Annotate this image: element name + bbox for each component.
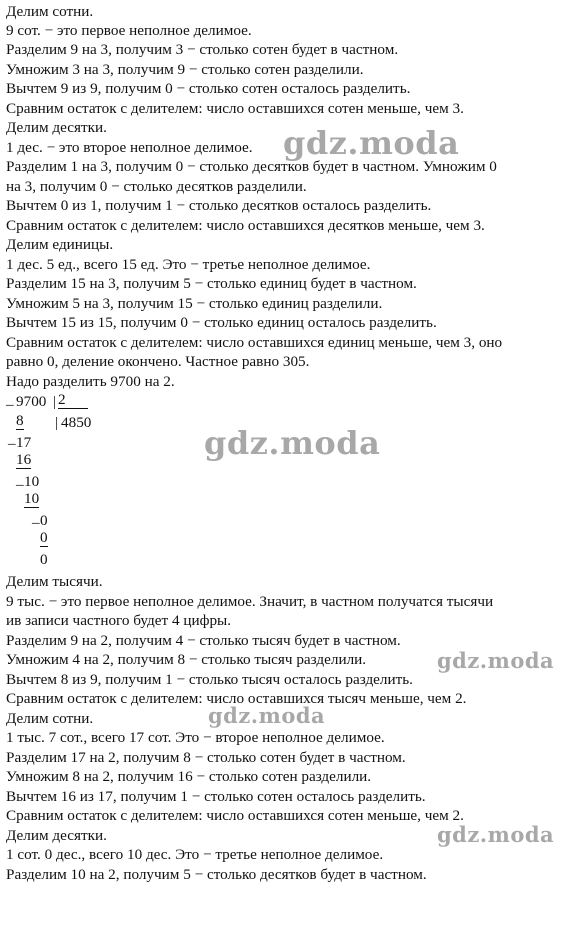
watermark-logo: gdz.moda — [437, 822, 555, 847]
division-bracket: | — [53, 393, 57, 410]
text-line: 1 сот. 0 дес., всего 10 дес. Это − третье неполное делимое. — [6, 846, 384, 863]
text-line: Разделим 17 на 2, получим 8 − столько сотен будет в частном. — [6, 749, 406, 766]
text-line: Разделим 9 на 2, получим 4 − столько тысяч будет в частном. — [6, 632, 401, 649]
division-divisor: 2 — [58, 392, 88, 409]
text-line: Вычтем 16 из 17, получим 1 − столько сотен осталось разделить. — [6, 788, 426, 805]
division-step: 16 — [16, 451, 32, 468]
text-line: Вычтем 15 из 15, получим 0 − столько единиц осталось разделить. — [6, 314, 437, 331]
text-line: Сравним остаток с делителем: число оставшихся сотен меньше, чем 3. — [6, 100, 464, 117]
division-step: 8 — [16, 412, 24, 429]
division-step: 0 — [40, 512, 48, 529]
text-line: 1 дес. − это второе неполное делимое. — [6, 139, 253, 156]
division-quotient: 4850 — [61, 414, 92, 431]
division-step: 17 — [16, 434, 32, 451]
watermark-logo: gdz.moda — [283, 124, 460, 162]
division-step: 10 — [24, 473, 40, 490]
division-quotient-bar: | — [55, 414, 59, 431]
text-line: Сравним остаток с делителем: число оставшихся единиц меньше, чем 3, оно — [6, 334, 503, 351]
text-line: Делим десятки. — [6, 119, 107, 136]
text-line: 1 тыс. 7 сот., всего 17 сот. Это − второе неполное делимое. — [6, 729, 385, 746]
text-line: Делим единицы. — [6, 236, 114, 253]
minus-sign: _ — [6, 391, 14, 408]
text-line: Умножим 3 на 3, получим 9 − столько сотен разделили. — [6, 61, 364, 78]
text-line: 9 сот. − это первое неполное делимое. — [6, 22, 252, 39]
division-remainder: 0 — [40, 551, 48, 568]
minus-sign: _ — [8, 430, 16, 447]
text-line: 9 тыс. − это первое неполное делимое. Значит, в частном получатся тысячи — [6, 593, 494, 610]
text-line: Разделим 9 на 3, получим 3 − столько сотен будет в частном. — [6, 41, 399, 58]
text-line: Сравним остаток с делителем: число оставшихся тысяч меньше, чем 2. — [6, 690, 467, 707]
text-line: Вычтем 0 из 1, получим 1 − столько десятков осталось разделить. — [6, 197, 432, 214]
text-line: Сравним остаток с делителем: число оставшихся сотен меньше, чем 2. — [6, 807, 464, 824]
division-dividend: 9700 — [16, 393, 47, 410]
watermark-logo: gdz.moda — [204, 424, 381, 462]
text-line: Разделим 10 на 2, получим 5 − столько десятков будет в частном. — [6, 866, 427, 883]
text-line: Вычтем 8 из 9, получим 1 − столько тысяч осталось разделить. — [6, 671, 413, 688]
text-line: Сравним остаток с делителем: число оставшихся десятков меньше, чем 3. — [6, 217, 485, 234]
text-line: Делим сотни. — [6, 710, 94, 727]
text-line: Разделим 1 на 3, получим 0 − столько десятков будет в частном. Умножим 0 — [6, 158, 497, 175]
text-line: Делим десятки. — [6, 827, 107, 844]
division-step: 10 — [24, 490, 40, 507]
text-line: Надо разделить 9700 на 2. — [6, 373, 175, 390]
text-line: Делим тысячи. — [6, 573, 103, 590]
text-line: Вычтем 9 из 9, получим 0 − столько сотен осталось разделить. — [6, 80, 411, 97]
text-line: ив записи частного будет 4 цифры. — [6, 612, 232, 629]
text-line: Умножим 4 на 2, получим 8 − столько тысяч разделили. — [6, 651, 367, 668]
division-step: 0 — [40, 529, 48, 546]
watermark-logo: gdz.moda — [208, 703, 326, 728]
text-line: на 3, получим 0 − столько десятков разделили. — [6, 178, 307, 195]
text-line: Делим сотни. — [6, 3, 94, 20]
minus-sign: _ — [32, 509, 40, 526]
text-line: равно 0, деление окончено. Частное равно 305. — [6, 353, 310, 370]
text-line: 1 дес. 5 ед., всего 15 ед. Это − третье неполное делимое. — [6, 256, 371, 273]
minus-sign: _ — [16, 471, 24, 488]
watermark-logo: gdz.moda — [437, 648, 555, 673]
text-line: Умножим 5 на 3, получим 15 − столько единиц разделили. — [6, 295, 383, 312]
text-line: Разделим 15 на 3, получим 5 − столько единиц будет в частном. — [6, 275, 417, 292]
text-line: Умножим 8 на 2, получим 16 − столько сотен разделили. — [6, 768, 372, 785]
